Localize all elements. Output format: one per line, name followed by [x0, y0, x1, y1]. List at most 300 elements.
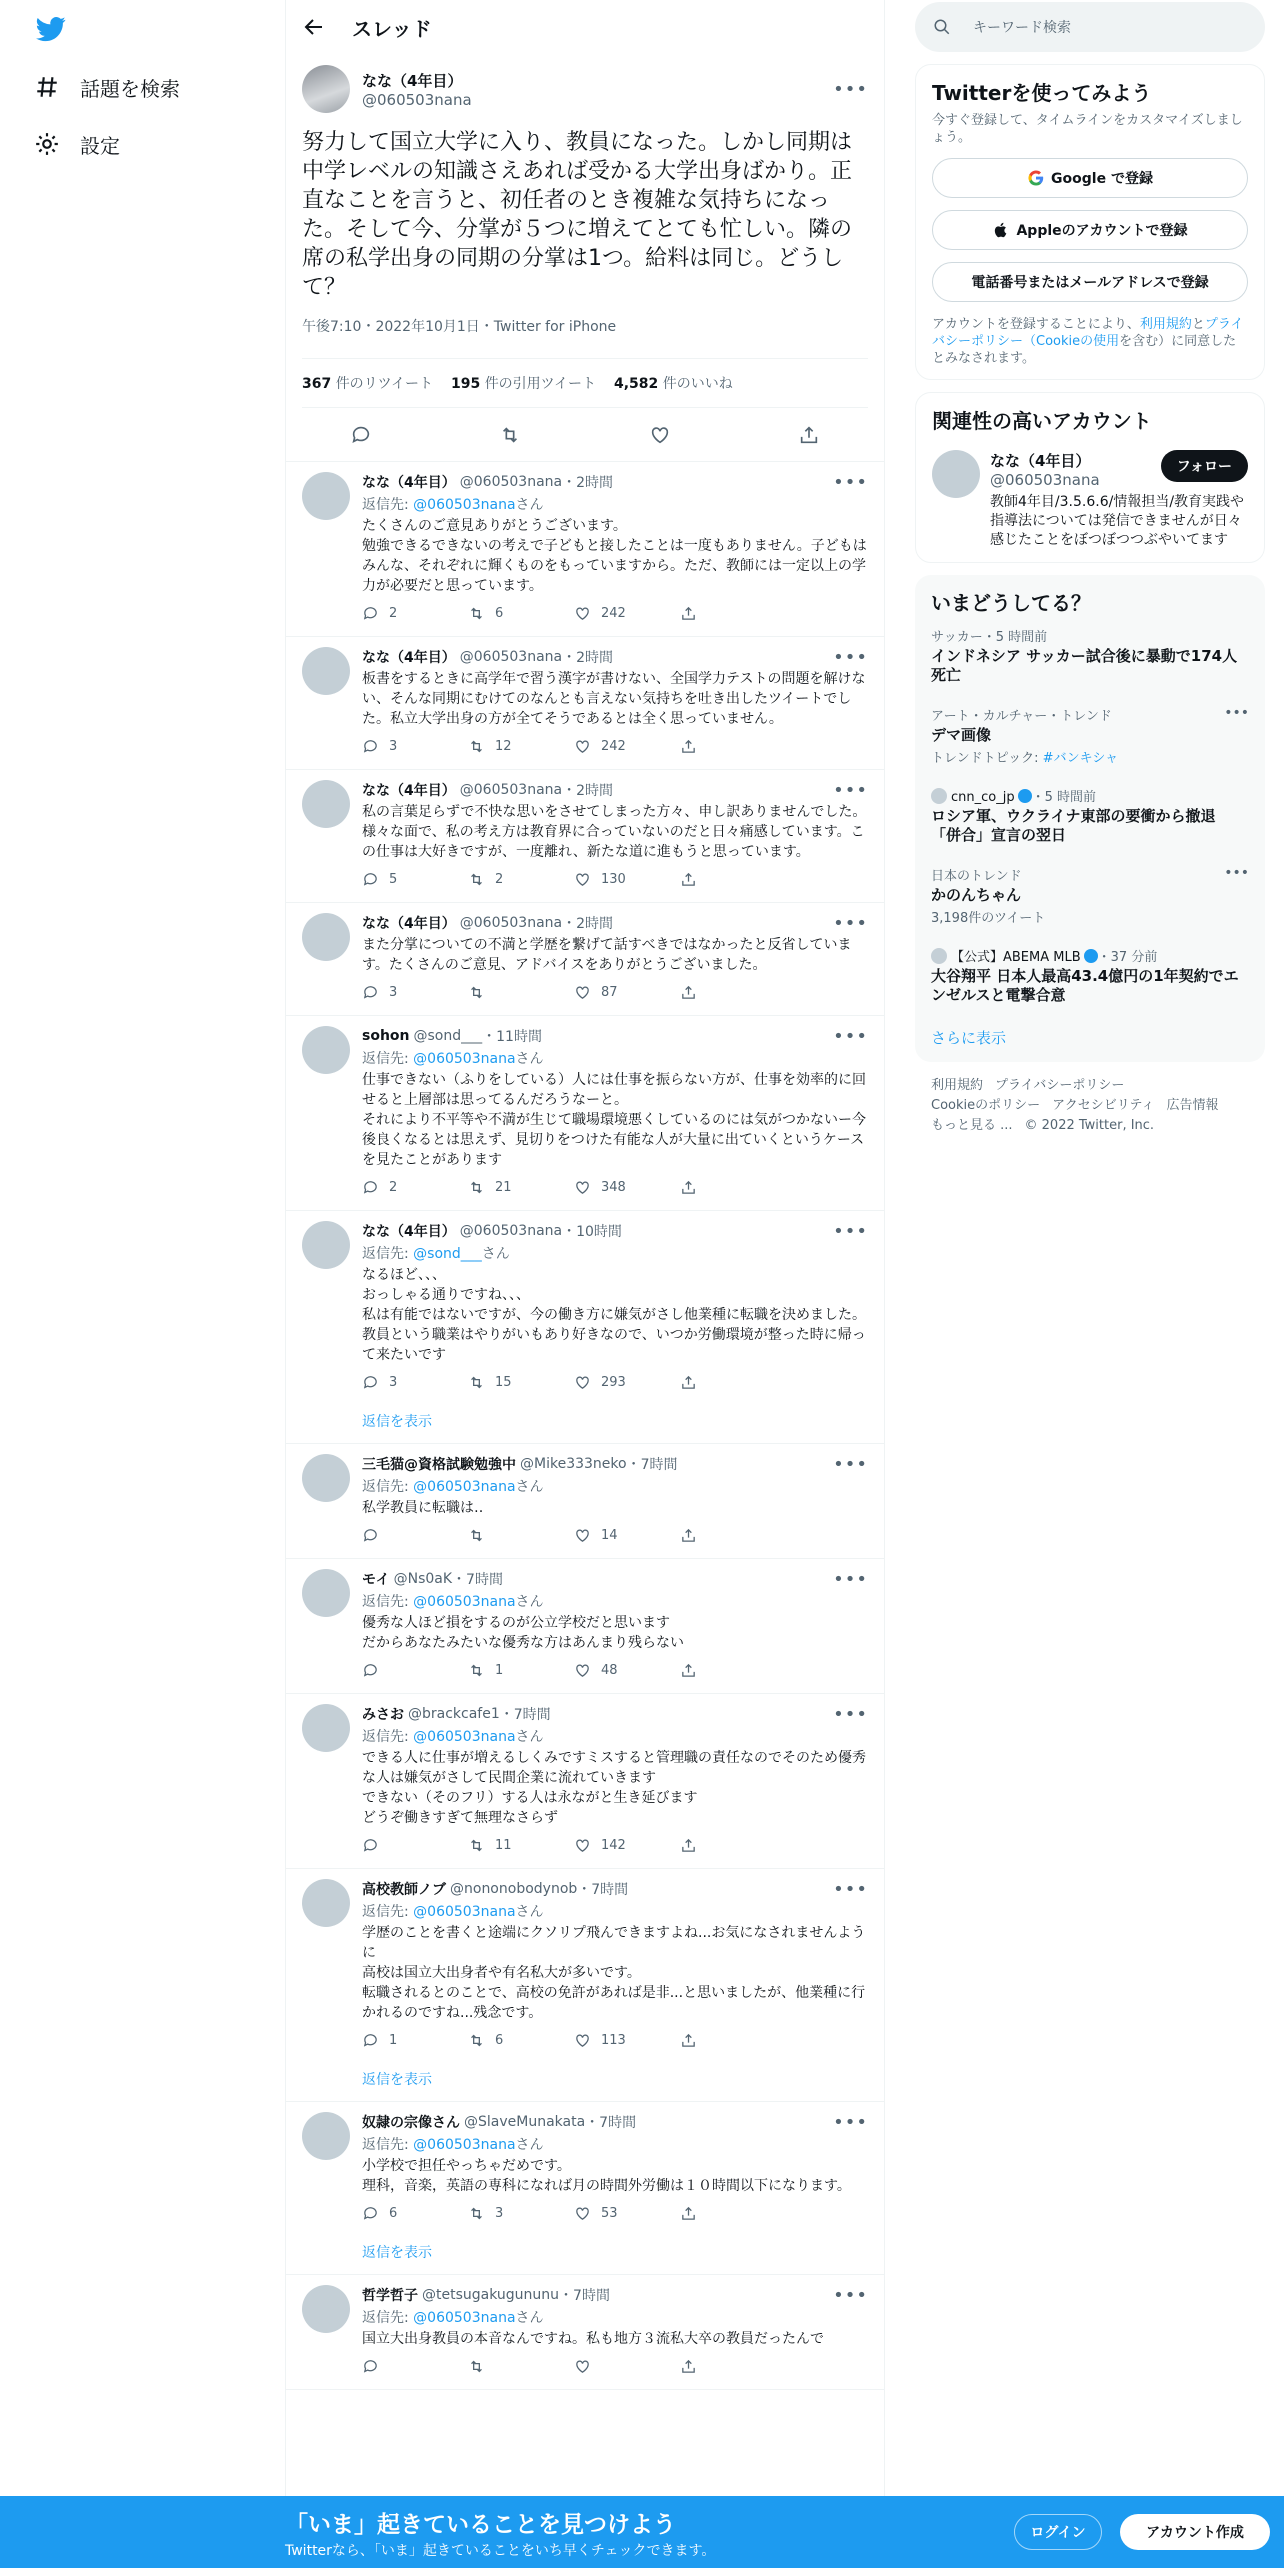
- avatar[interactable]: [302, 1026, 350, 1074]
- more-icon[interactable]: •••: [833, 78, 868, 100]
- avatar[interactable]: [302, 1454, 350, 1502]
- reply-icon: [362, 984, 379, 1001]
- reply-icon: [362, 2032, 379, 2049]
- reply-icon: [362, 605, 379, 622]
- google-icon: [1027, 169, 1045, 187]
- reply-tweet[interactable]: [286, 1211, 884, 1405]
- avatar[interactable]: [302, 913, 350, 961]
- trend-title: 大谷翔平 日本人最高43.4億円の1年契約でエンゼルスと電撃合意: [931, 967, 1239, 1004]
- footer-cookie[interactable]: Cookieのポリシー: [931, 1098, 1041, 1113]
- retweet-icon: [468, 2205, 485, 2222]
- reply-icon: [362, 1179, 379, 1196]
- like-button[interactable]: 348: [574, 1179, 680, 1196]
- footer-links: [915, 1062, 1265, 1150]
- reply-author-handle[interactable]: @Ns0aK: [393, 1571, 453, 1587]
- reply-author-name[interactable]: なな（4年目）: [362, 475, 456, 491]
- reply-tweet[interactable]: [286, 1869, 884, 2063]
- retweet-button[interactable]: 3: [468, 2205, 574, 2222]
- avatar[interactable]: [302, 65, 350, 113]
- trend-item[interactable]: [915, 936, 1265, 1015]
- reply-tweet[interactable]: [286, 903, 884, 1016]
- like-icon: [574, 738, 591, 755]
- retweet-button[interactable]: 15: [468, 1374, 574, 1391]
- share-button[interactable]: [680, 738, 786, 755]
- related-accounts-card: [915, 392, 1265, 563]
- trends-show-more[interactable]: さらに表示: [931, 1029, 1007, 1047]
- like-icon: [574, 2358, 591, 2375]
- like-button[interactable]: 113: [574, 2032, 680, 2049]
- reply-time[interactable]: ・2時間: [562, 650, 614, 666]
- reply-icon: [362, 2358, 379, 2375]
- reply-author-name[interactable]: なな（4年目）: [362, 650, 456, 666]
- avatar: [931, 788, 947, 804]
- avatar[interactable]: [302, 2285, 350, 2333]
- like-button[interactable]: 14: [574, 1527, 680, 1544]
- more-icon[interactable]: •••: [1224, 705, 1249, 721]
- signup-card: [915, 64, 1265, 380]
- trend-subtitle: トレンドトピック: #バンキシャ: [931, 751, 1119, 766]
- reply-button[interactable]: [362, 2358, 468, 2375]
- avatar[interactable]: [302, 2112, 350, 2160]
- reply-actions: [362, 2349, 868, 2383]
- verified-icon: [1018, 789, 1032, 803]
- follow-button[interactable]: フォロー: [1161, 450, 1248, 482]
- related-handle[interactable]: @060503nana: [990, 471, 1100, 489]
- reply-time[interactable]: ・7時間: [499, 1707, 551, 1723]
- share-icon: [680, 2358, 697, 2375]
- retweet-button[interactable]: [468, 984, 574, 1001]
- trend-item[interactable]: [915, 855, 1265, 936]
- more-icon[interactable]: •••: [833, 1025, 868, 1047]
- reply-button[interactable]: 5: [362, 871, 468, 888]
- main-column: [285, 0, 885, 2568]
- reply-text: なるほど、、、 おっしゃる通りですね、、、 私は有能ではないですが、今の働き方に嫌気がさし他業種に転職を決めました。 教員という職業はやりがいもあり好きなので、いつか労働環境が整った時に帰って来たいです: [362, 1267, 866, 1363]
- more-icon[interactable]: •••: [833, 2284, 868, 2306]
- share-icon: [680, 1837, 697, 1854]
- reply-author-handle[interactable]: @060503nana: [459, 1223, 563, 1239]
- footer-ads[interactable]: 広告情報: [1166, 1098, 1219, 1113]
- like-button[interactable]: 142: [574, 1837, 680, 1854]
- nav-settings-label: 設定: [80, 133, 120, 158]
- reply-author-handle[interactable]: @060503nana: [459, 782, 563, 798]
- reply-text: 国立大出身教員の本音なんですね。私も地方３流私大卒の教員だったんで: [362, 2331, 824, 2347]
- reply-text: 私の言葉足らずで不快な思いをさせてしまった方々、申し訳ありませんでした。 様々な面で、私の考え方は教育界に合っていないのだと日々痛感しています。この仕事は大好きですが、一度離れ、新たな道に進もうと思っています。: [362, 804, 867, 860]
- reply-author-handle[interactable]: @tetsugakugununu: [422, 2287, 560, 2303]
- reply-text: たくさんのご意見ありがとうございます。 勉強できるできないの考えで子どもと接したことは一度もありません。子どもはみんな、それぞれに輝くものをもっていますから。ただ、教師には一定以上の学力が必要だと思っています。: [362, 518, 867, 594]
- retweet-button[interactable]: 2: [468, 871, 574, 888]
- phone-email-signup-button[interactable]: 電話番号またはメールアドレスで登録: [932, 262, 1248, 302]
- back-arrow-icon[interactable]: [302, 15, 326, 39]
- like-button[interactable]: 242: [574, 605, 680, 622]
- reply-actions: [362, 975, 868, 1009]
- privacy-link[interactable]: プライバシーポリシー（Cookieの使用: [932, 317, 1244, 349]
- share-button[interactable]: [680, 605, 786, 622]
- reply-icon: [362, 1837, 379, 1854]
- terms-link[interactable]: 利用規約: [1139, 317, 1192, 332]
- reply-actions: [362, 1170, 868, 1204]
- share-button[interactable]: [680, 1837, 786, 1854]
- retweet-button[interactable]: [468, 1527, 574, 1544]
- reply-to: 返信先: @060503nanaさん: [362, 1729, 544, 1745]
- reply-to-handle[interactable]: @060503nana: [413, 1729, 516, 1745]
- like-button[interactable]: 48: [574, 1662, 680, 1679]
- related-name[interactable]: なな（4年目）: [990, 452, 1091, 470]
- avatar[interactable]: [302, 1569, 350, 1617]
- reply-time[interactable]: ・7時間: [577, 1882, 629, 1898]
- tweet-stats: [302, 358, 868, 408]
- reply-icon: [362, 1662, 379, 1679]
- bottom-subtitle: Twitterなら、「いま」起きていることをいち早くチェックできます。: [285, 2543, 716, 2559]
- more-icon[interactable]: •••: [833, 779, 868, 801]
- nav-explore-label: 話題を検索: [80, 76, 180, 101]
- reply-time[interactable]: ・11時間: [482, 1029, 542, 1045]
- signup-title: Twitterを使ってみよう: [932, 81, 1152, 105]
- reply-time[interactable]: ・7時間: [626, 1457, 678, 1473]
- left-nav: [0, 0, 285, 2568]
- more-icon[interactable]: •••: [833, 1878, 868, 1900]
- login-button[interactable]: ログイン: [1014, 2514, 1102, 2550]
- reply-author-handle[interactable]: @sond___: [413, 1028, 483, 1044]
- trend-item[interactable]: [915, 776, 1265, 855]
- avatar[interactable]: [302, 472, 350, 520]
- bottom-signup-bar: [0, 2496, 1284, 2568]
- share-button[interactable]: [680, 871, 786, 888]
- like-icon: [574, 1662, 591, 1679]
- reply-tweet[interactable]: [286, 1559, 884, 1694]
- trend-title: インドネシア サッカー試合後に暴動で174人死亡: [931, 647, 1238, 684]
- reply-tweet[interactable]: [286, 2102, 884, 2236]
- reply-tweet[interactable]: [286, 1016, 884, 1211]
- reply-author-name[interactable]: モイ: [362, 1572, 390, 1588]
- reply-author-name[interactable]: なな（4年目）: [362, 1224, 456, 1240]
- reply-button[interactable]: [362, 1837, 468, 1854]
- retweet-button[interactable]: 6: [468, 605, 574, 622]
- share-button[interactable]: [680, 1179, 786, 1196]
- share-icon: [680, 2205, 697, 2222]
- show-replies-link[interactable]: 返信を表示: [286, 2236, 884, 2275]
- trend-title: デマ画像: [931, 726, 992, 744]
- like-icon: [574, 2205, 591, 2222]
- trends-title: いまどうしてる？: [931, 591, 1091, 615]
- reply-tweet[interactable]: [286, 1444, 884, 1559]
- google-signup-button[interactable]: Google で登録: [932, 158, 1248, 198]
- reply-to-handle[interactable]: @060503nana: [413, 497, 516, 513]
- trend-item[interactable]: [915, 695, 1265, 776]
- share-button[interactable]: [680, 1374, 786, 1391]
- reply-icon: [362, 2205, 379, 2222]
- retweet-count[interactable]: 367 件のリツイート: [302, 376, 433, 392]
- share-icon: [680, 1662, 697, 1679]
- footer-accessibility[interactable]: アクセシビリティ: [1052, 1098, 1155, 1113]
- reply-tweet[interactable]: [286, 2275, 884, 2390]
- more-icon[interactable]: •••: [833, 1220, 868, 1242]
- reply-actions: [362, 2196, 868, 2230]
- footer-more[interactable]: もっと見る ...: [931, 1118, 1013, 1133]
- share-button[interactable]: [680, 1527, 786, 1544]
- retweet-icon: [468, 2032, 485, 2049]
- apple-icon: [992, 221, 1010, 239]
- reply-time[interactable]: ・7時間: [559, 2288, 610, 2304]
- reply-text: 小学校で担任やっちゃだめです。 理科，音楽，英語の専科になれば月の時間外労働は１０時間以下になります。: [362, 2158, 851, 2194]
- share-button[interactable]: [680, 2358, 786, 2375]
- related-account[interactable]: [932, 450, 1248, 550]
- signup-subtitle: 今すぐ登録して、タイムラインをカスタマイズしましょう。: [932, 113, 1243, 145]
- reply-time[interactable]: ・2時間: [562, 916, 614, 932]
- trends-card: [915, 575, 1265, 1062]
- signup-button[interactable]: アカウント作成: [1120, 2514, 1270, 2550]
- reply-to-handle[interactable]: @060503nana: [413, 1594, 516, 1610]
- show-replies-link[interactable]: 返信を表示: [286, 1405, 884, 1444]
- focal-tweet: [286, 54, 884, 408]
- related-bio: 教師4年目/3.5.6.6/情報担当/教育実践や指導法については発信できませんが日々感じたことをぼつぼつつぶやいてます: [990, 494, 1245, 548]
- avatar[interactable]: [932, 450, 980, 498]
- reply-text: 板書をするときに高学年で習う漢字が書けない、全国学力テストの問題を解けない、そんな同期にむけてのなんとも言えない気持ちを吐き出したツイートでした。私立大学出身の方が全てそうであるとは全く思っていません。: [362, 671, 866, 727]
- reply-icon: [362, 871, 379, 888]
- reply-author-handle[interactable]: @nononobodynob: [450, 1881, 578, 1897]
- reply-icon: [362, 1527, 379, 1544]
- reply-text: また分掌についての不満と学歴を繋げて話すべきではなかったと反省しています。たくさんのご意見、アドバイスをありがとうございました。: [362, 937, 852, 973]
- search-icon: [933, 18, 951, 36]
- trend-context: 日本のトレンド: [931, 869, 1022, 884]
- bottom-title: 「いま」起きていることを見つけよう: [285, 2512, 676, 2538]
- reply-tweet[interactable]: [286, 637, 884, 770]
- like-icon: [574, 1179, 591, 1196]
- reply-button[interactable]: 3: [362, 1374, 468, 1391]
- search-box[interactable]: [915, 2, 1265, 52]
- reply-author-handle[interactable]: @060503nana: [459, 915, 563, 931]
- search-input[interactable]: キーワード検索: [973, 20, 1071, 36]
- gear-icon: [34, 131, 60, 157]
- retweet-icon: [468, 1662, 485, 1679]
- trend-title: かのんちゃん: [931, 886, 1022, 904]
- reply-button[interactable]: 2: [362, 605, 468, 622]
- trend-context: アート・カルチャー・トレンド: [931, 709, 1112, 724]
- share-icon: [680, 2032, 697, 2049]
- share-icon: [680, 1527, 697, 1544]
- reply-button[interactable]: 3: [362, 984, 468, 1001]
- show-replies-link[interactable]: 返信を表示: [286, 2063, 884, 2102]
- trend-context: サッカー・5 時間前: [931, 630, 1048, 645]
- tweet-timestamp[interactable]: 午後7:10・2022年10月1日・Twitter for iPhone: [302, 319, 617, 335]
- retweet-button[interactable]: 21: [468, 1179, 574, 1196]
- reply-time[interactable]: ・2時間: [562, 475, 614, 491]
- reply-author-handle[interactable]: @SlaveMunakata: [464, 2114, 586, 2130]
- apple-signup-button[interactable]: Appleのアカウントで登録: [932, 210, 1248, 250]
- reply-text: 仕事できない（ふりをしている）人には仕事を振らない方が、仕事を効率的に回せると上層部は思ってるんだろうなーと。 それにより不平等や不満が生じて職場環境悪くしているのには気がつかないー今後良くなるとは思えず、見切りをつけた有能な人が大量に出ていくというケースを見たことがあります: [362, 1072, 866, 1168]
- trend-title: ロシア軍、ウクライナ東部の要衝から撤退 「併合」宣言の翌日: [931, 807, 1231, 844]
- reply-icon[interactable]: [350, 424, 372, 446]
- reply-list: [286, 462, 884, 2390]
- trend-context: cnn_co_jp ・5 時間前: [931, 786, 1249, 805]
- reply-to-handle[interactable]: @060503nana: [413, 2137, 516, 2153]
- footer-privacy[interactable]: プライバシーポリシー: [995, 1078, 1125, 1093]
- reply-author-handle[interactable]: @Mike333neko: [520, 1456, 627, 1472]
- quote-count[interactable]: 195 件の引用ツイート: [451, 376, 596, 392]
- reply-author-name[interactable]: なな（4年目）: [362, 916, 456, 932]
- avatar[interactable]: [302, 647, 350, 695]
- footer-copyright: © 2022 Twitter, Inc.: [1024, 1118, 1155, 1133]
- reply-to: 返信先: @060503nanaさん: [362, 1904, 544, 1920]
- reply-to: 返信先: @060503nanaさん: [362, 1479, 544, 1495]
- reply-time[interactable]: ・10時間: [562, 1224, 622, 1240]
- retweet-icon: [468, 1837, 485, 1854]
- reply-actions: [362, 596, 868, 630]
- reply-time[interactable]: ・2時間: [562, 783, 614, 799]
- more-icon[interactable]: •••: [833, 2111, 868, 2133]
- reply-text: 学歴のことを書くと途端にクソリプ飛んできますよね...お気になされませんように 高校は国立大出身者や有名私大が多いです。 転職されるとのことで、高校の免許があれば是非...と思いましたが、他業種に行かれるのですね...残念です。: [362, 1925, 866, 2021]
- retweet-button[interactable]: 12: [468, 738, 574, 755]
- share-button[interactable]: [680, 984, 786, 1001]
- reply-to: 返信先: @060503nanaさん: [362, 2137, 544, 2153]
- share-icon: [680, 605, 697, 622]
- avatar[interactable]: [302, 1704, 350, 1752]
- like-button[interactable]: 130: [574, 871, 680, 888]
- avatar: [931, 948, 947, 964]
- reply-icon: [362, 738, 379, 755]
- share-icon[interactable]: [798, 424, 820, 446]
- reply-to-handle[interactable]: @sond___: [413, 1246, 482, 1262]
- reply-to: 返信先: @sond___さん: [362, 1246, 510, 1262]
- like-icon: [574, 871, 591, 888]
- trend-context: 【公式】ABEMA MLB ・37 分前: [931, 946, 1249, 965]
- more-icon[interactable]: •••: [833, 646, 868, 668]
- retweet-icon: [468, 1527, 485, 1544]
- thread-header: [286, 0, 884, 54]
- retweet-button[interactable]: 6: [468, 2032, 574, 2049]
- avatar[interactable]: [302, 780, 350, 828]
- reply-tweet[interactable]: [286, 462, 884, 637]
- reply-author-name[interactable]: 高校教師ノブ: [362, 1882, 446, 1898]
- tweet-actions: [286, 408, 884, 462]
- reply-author-handle[interactable]: @brackcafe1: [408, 1706, 500, 1722]
- retweet-icon: [468, 1374, 485, 1391]
- reply-to: 返信先: @060503nanaさん: [362, 497, 544, 513]
- like-button[interactable]: 242: [574, 738, 680, 755]
- verified-icon: [1084, 949, 1098, 963]
- like-icon: [574, 984, 591, 1001]
- trend-topic-link[interactable]: #バンキシャ: [1042, 751, 1119, 766]
- avatar[interactable]: [302, 1221, 350, 1269]
- like-icon: [574, 1837, 591, 1854]
- reply-author-name[interactable]: 三毛猫@資格試験勉強中: [362, 1457, 516, 1473]
- share-icon: [680, 738, 697, 755]
- page-title: スレッド: [352, 16, 432, 41]
- retweet-icon: [468, 984, 485, 1001]
- reply-to-handle[interactable]: @060503nana: [413, 2310, 516, 2326]
- retweet-button[interactable]: 1: [468, 1662, 574, 1679]
- more-icon[interactable]: •••: [833, 912, 868, 934]
- share-icon: [680, 1179, 697, 1196]
- reply-button[interactable]: [362, 1662, 468, 1679]
- reply-button[interactable]: 6: [362, 2205, 468, 2222]
- signup-legal-text: アカウントを登録することにより、利用規約とプライバシーポリシー（Cookieの使用を含む）に同意したとみなされます。: [932, 317, 1244, 366]
- tweet-text: 努力して国立大学に入り、教員になった。しかし同期は中学レベルの知識さえあれば受かる大学出身ばかり。正直なことを言うと、初任者のとき複雑な気持ちになった。そして今、分掌が５つに増えてとても忙しい。隣の席の私学出身の同期の分掌は1つ。給料は同じ。どうして？: [302, 130, 853, 300]
- right-sidebar: [915, 0, 1265, 1150]
- reply-author-name[interactable]: なな（4年目）: [362, 783, 456, 799]
- retweet-icon: [468, 738, 485, 755]
- reply-tweet[interactable]: [286, 1694, 884, 1869]
- like-icon: [574, 2032, 591, 2049]
- like-icon[interactable]: [649, 424, 671, 446]
- share-button[interactable]: [680, 2205, 786, 2222]
- retweet-icon: [468, 871, 485, 888]
- reply-tweet[interactable]: [286, 770, 884, 903]
- reply-icon: [362, 1374, 379, 1391]
- share-icon: [680, 1374, 697, 1391]
- reply-actions: [362, 1518, 868, 1552]
- reply-text: 私学教員に転職は‥: [362, 1500, 484, 1516]
- trend-item[interactable]: [915, 616, 1265, 695]
- reply-time[interactable]: ・7時間: [585, 2115, 637, 2131]
- reply-text: 優秀な人ほど損をするのが公立学校だと思います だからあなたみたいな優秀な方はあんまり残らない: [362, 1615, 684, 1651]
- retweet-icon[interactable]: [499, 424, 521, 446]
- more-icon[interactable]: •••: [833, 1703, 868, 1725]
- nav-settings[interactable]: [34, 124, 120, 164]
- reply-author-handle[interactable]: @060503nana: [459, 474, 563, 490]
- footer-terms[interactable]: 利用規約: [931, 1078, 984, 1093]
- twitter-logo-icon[interactable]: [34, 14, 68, 44]
- like-button[interactable]: 293: [574, 1374, 680, 1391]
- reply-to: 返信先: @060503nanaさん: [362, 2310, 544, 2326]
- like-button[interactable]: [574, 2358, 680, 2375]
- retweet-button[interactable]: [468, 2358, 574, 2375]
- share-button[interactable]: [680, 1662, 786, 1679]
- reply-button[interactable]: [362, 1527, 468, 1544]
- retweet-button[interactable]: 11: [468, 1837, 574, 1854]
- reply-actions: [362, 862, 868, 896]
- nav-explore[interactable]: [34, 67, 180, 107]
- like-button[interactable]: 87: [574, 984, 680, 1001]
- retweet-icon: [468, 605, 485, 622]
- more-icon[interactable]: •••: [833, 471, 868, 493]
- more-icon[interactable]: •••: [833, 1568, 868, 1590]
- reply-author-handle[interactable]: @060503nana: [459, 649, 563, 665]
- reply-to-handle[interactable]: @060503nana: [413, 1479, 516, 1495]
- share-button[interactable]: [680, 2032, 786, 2049]
- like-button[interactable]: 53: [574, 2205, 680, 2222]
- reply-button[interactable]: 2: [362, 1179, 468, 1196]
- reply-to-handle[interactable]: @060503nana: [413, 1051, 516, 1067]
- reply-author-name[interactable]: 哲学哲子: [362, 2288, 418, 2304]
- reply-time[interactable]: ・7時間: [452, 1572, 503, 1588]
- like-icon: [574, 1527, 591, 1544]
- more-icon[interactable]: •••: [833, 1453, 868, 1475]
- reply-actions: [362, 1653, 868, 1687]
- reply-to-handle[interactable]: @060503nana: [413, 1904, 516, 1920]
- reply-to: 返信先: @060503nanaさん: [362, 1594, 544, 1610]
- reply-author-name[interactable]: 奴隷の宗像さん: [362, 2115, 460, 2131]
- author-name[interactable]: なな（4年目）: [362, 71, 463, 90]
- like-count[interactable]: 4,582 件のいいね: [614, 376, 733, 392]
- like-icon: [574, 1374, 591, 1391]
- retweet-icon: [468, 2358, 485, 2375]
- more-icon[interactable]: •••: [1224, 865, 1249, 881]
- share-icon: [680, 871, 697, 888]
- reply-actions: [362, 1365, 868, 1399]
- reply-button[interactable]: 1: [362, 2032, 468, 2049]
- reply-text: できる人に仕事が増えるしくみですミスすると管理職の責任なのでそのため優秀な人は嫌気がさして民間企業に流れていきます できない（そのフリ）する人は永ながと生き延びます どうぞ働きすぎて無理なさらず: [362, 1750, 866, 1826]
- reply-author-name[interactable]: みさお: [362, 1707, 404, 1723]
- reply-to: 返信先: @060503nanaさん: [362, 1051, 544, 1067]
- author-handle[interactable]: @060503nana: [362, 90, 472, 109]
- share-icon: [680, 984, 697, 1001]
- reply-actions: [362, 2023, 868, 2057]
- avatar[interactable]: [302, 1879, 350, 1927]
- hashtag-icon: [34, 74, 60, 100]
- reply-author-name[interactable]: sohon: [362, 1028, 410, 1044]
- reply-button[interactable]: 3: [362, 738, 468, 755]
- reply-actions: [362, 729, 868, 763]
